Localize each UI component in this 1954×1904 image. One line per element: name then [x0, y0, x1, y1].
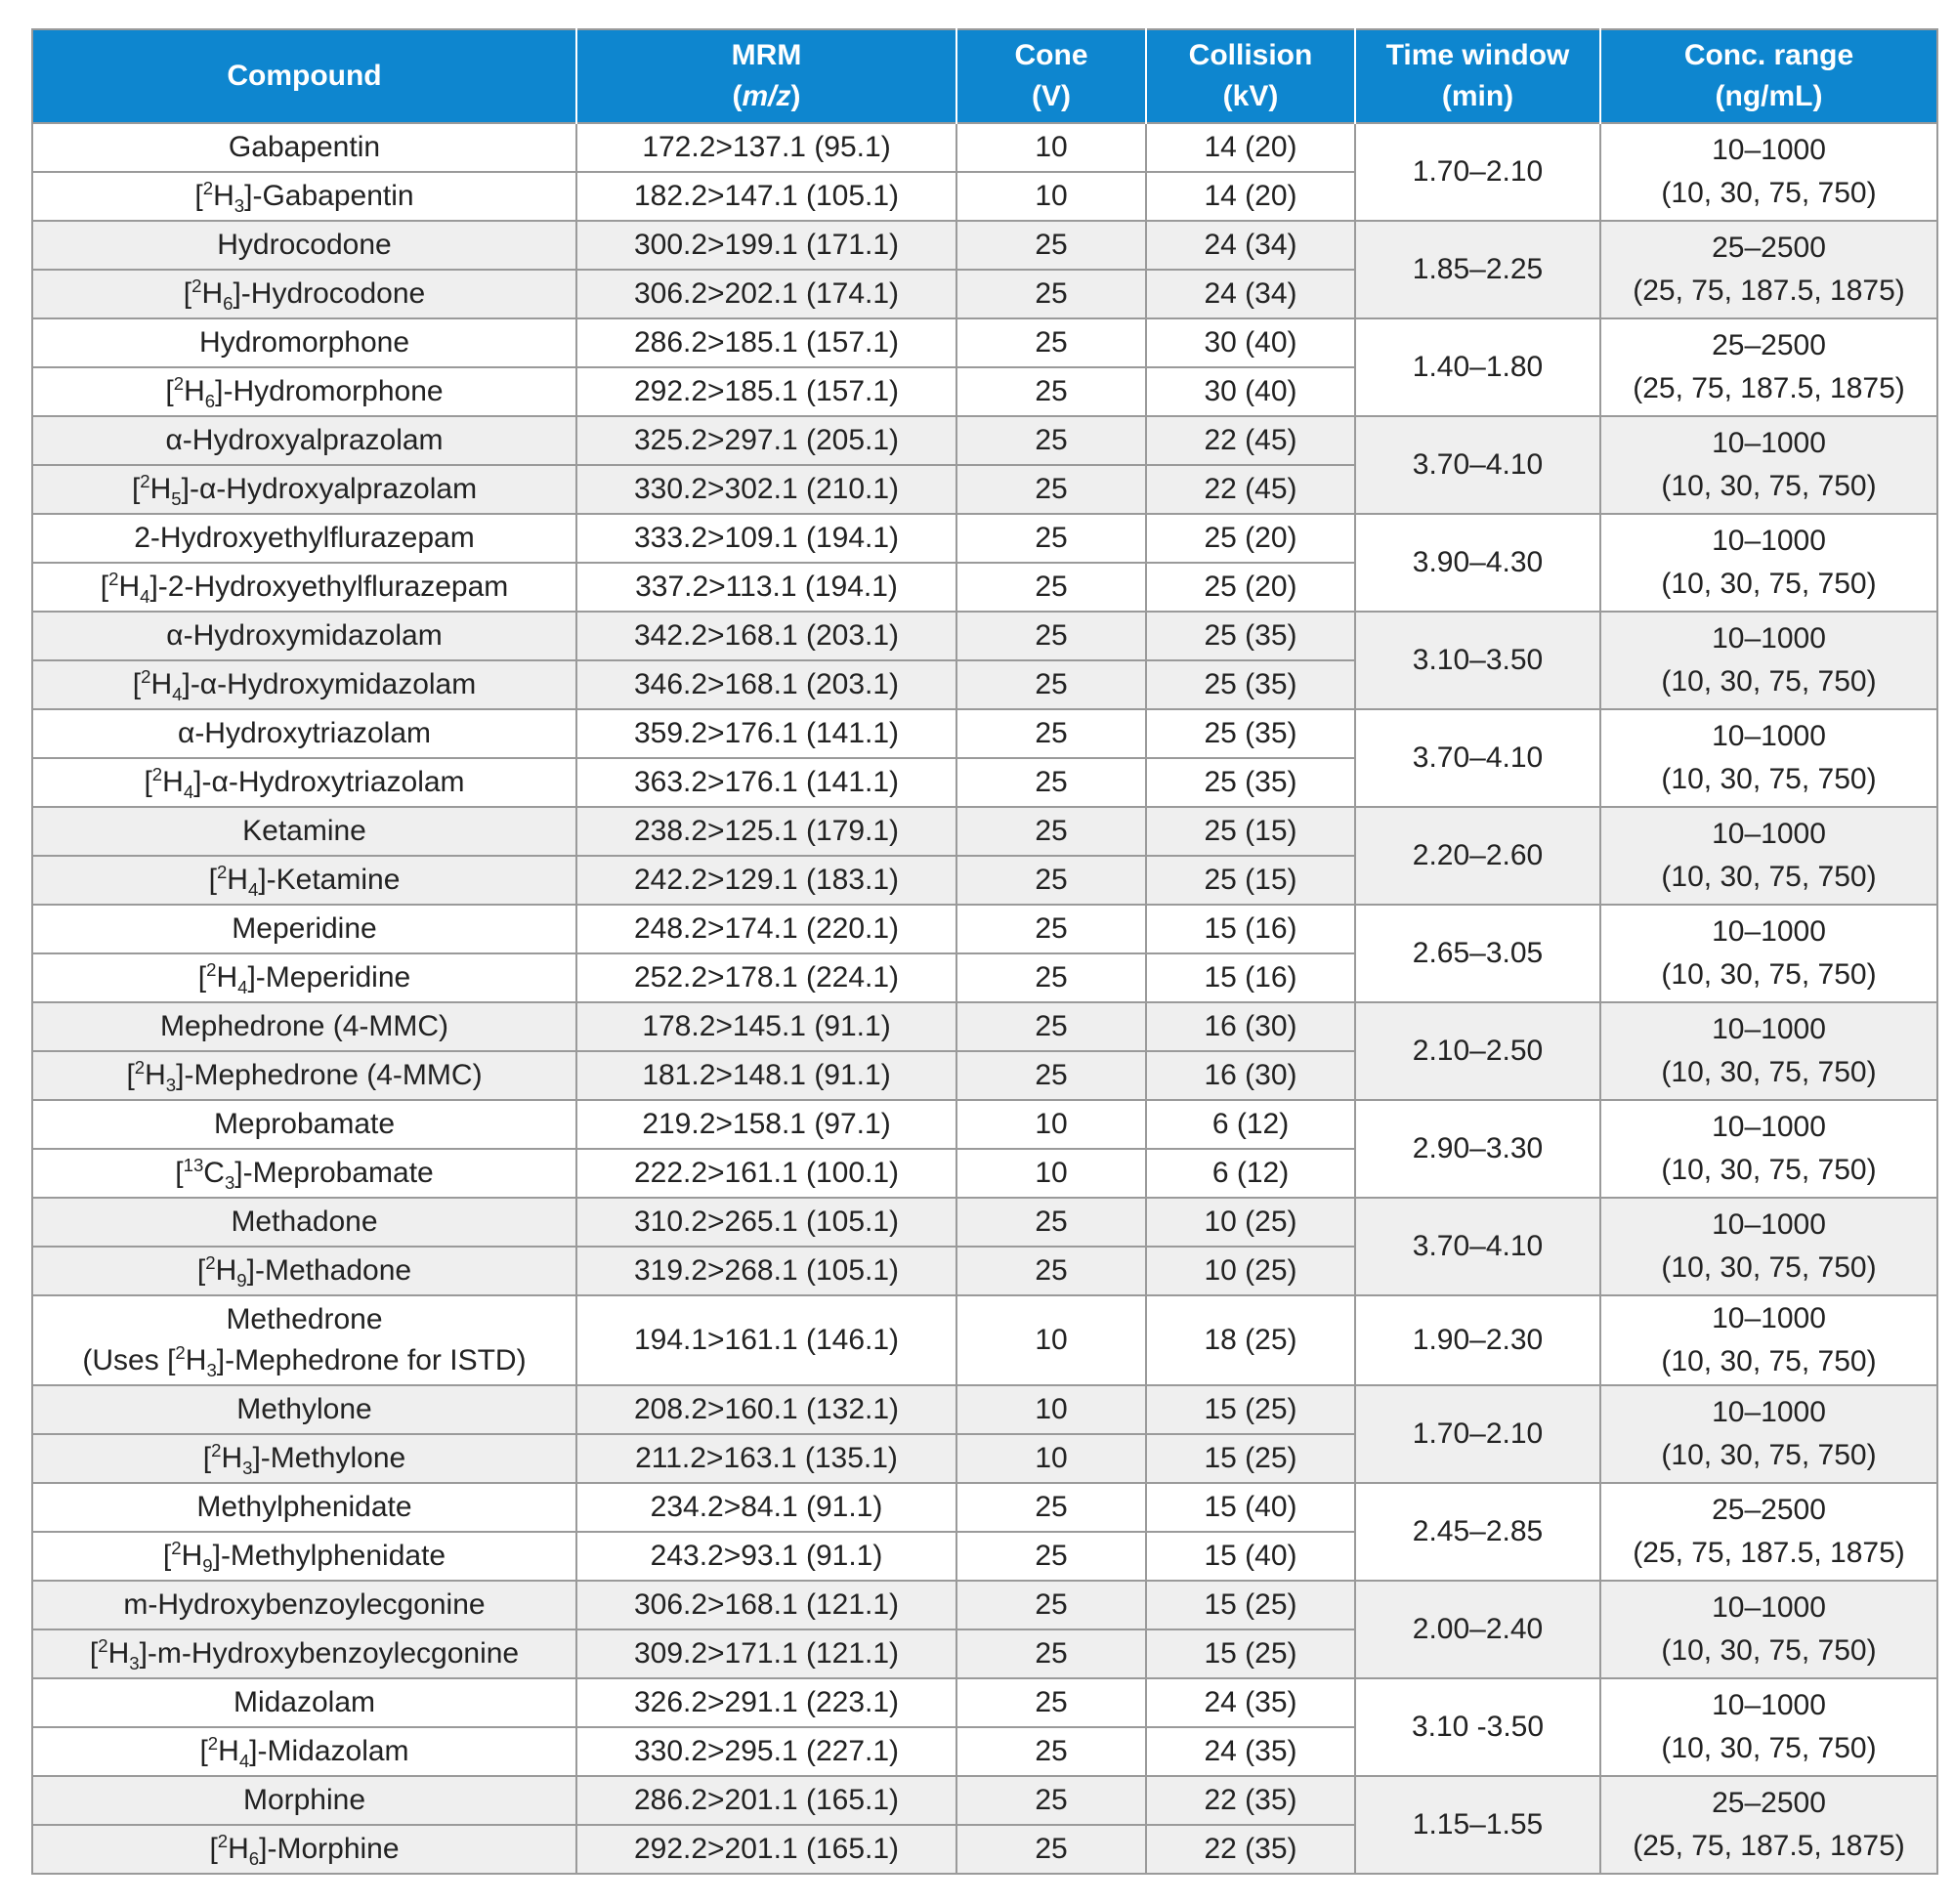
cone-cell: 25 — [956, 660, 1146, 709]
cone-cell: 10 — [956, 1295, 1146, 1385]
cone-cell: 25 — [956, 1825, 1146, 1874]
compound-cell: Hydrocodone — [32, 221, 576, 270]
cone-cell: 25 — [956, 856, 1146, 905]
compound-cell: $[^2H_4]-\alpha$-Hydroxymidazolam — [32, 660, 576, 709]
conc-range-cell — [1600, 1581, 1937, 1678]
mrm-cell: 319.2>268.1 (105.1) — [576, 1247, 956, 1295]
collision-cell: 16 (30) — [1146, 1002, 1355, 1051]
collision-cell: 10 (25) — [1146, 1247, 1355, 1295]
header-time-window: Time window (min) — [1355, 29, 1600, 123]
mrm-cell: 172.2>137.1 (95.1) — [576, 123, 956, 172]
conc-calibrators: (10, 30, 75, 750) — [1661, 861, 1877, 893]
compound-cell: Mephedrone (4-MMC) — [32, 1002, 576, 1051]
mrm-cell: 346.2>168.1 (203.1) — [576, 660, 956, 709]
header-collision: Collision (kV) — [1146, 29, 1355, 123]
compound-cell: $[^2H_4]$-Ketamine — [32, 856, 576, 905]
compound-cell: α-Hydroxymidazolam — [32, 612, 576, 660]
table-row — [32, 123, 1937, 172]
cone-cell: 25 — [956, 1247, 1146, 1295]
header-compound: Compound — [32, 29, 576, 123]
cone-cell: 25 — [956, 905, 1146, 953]
mrm-cell: 242.2>129.1 (183.1) — [576, 856, 956, 905]
mrm-cell: 211.2>163.1 (135.1) — [576, 1434, 956, 1483]
time-window-cell: 3.90–4.30 — [1355, 514, 1600, 612]
cone-cell: 25 — [956, 1532, 1146, 1581]
cone-cell: 25 — [956, 1776, 1146, 1825]
mrm-cell: 219.2>158.1 (97.1) — [576, 1100, 956, 1149]
compound-cell: Methedrone (Uses $[^2H_3]$-Mephedrone for ISTD) — [32, 1295, 576, 1385]
compound-cell: Midazolam — [32, 1678, 576, 1727]
conc-calibrators: (10, 30, 75, 750) — [1661, 1439, 1877, 1471]
compound-cell: $[^2H_4]-\alpha$-Hydroxytriazolam — [32, 758, 576, 807]
compound-cell: Methadone — [32, 1198, 576, 1247]
conc-range-value: 10–1000 — [1712, 915, 1826, 948]
collision-cell: 24 (35) — [1146, 1727, 1355, 1776]
conc-calibrators: (25, 75, 187.5, 1875) — [1633, 372, 1905, 404]
conc-range-value: 25–2500 — [1712, 1787, 1826, 1819]
collision-cell: 15 (40) — [1146, 1483, 1355, 1532]
collision-cell: 30 (40) — [1146, 318, 1355, 367]
time-window-cell: 3.70–4.10 — [1355, 416, 1600, 514]
table-row — [32, 1678, 1937, 1727]
cone-cell: 25 — [956, 465, 1146, 514]
cone-cell: 25 — [956, 1678, 1146, 1727]
table-row — [32, 514, 1937, 563]
compound-cell: $[^2H_6]$-Morphine — [32, 1825, 576, 1874]
mrm-cell: 306.2>202.1 (174.1) — [576, 270, 956, 318]
compound-cell: $[^2H_3]-m$-Hydroxybenzoylecgonine — [32, 1629, 576, 1678]
compound-cell: $[^2H_4]$-Midazolam — [32, 1727, 576, 1776]
conc-range-value: 25–2500 — [1712, 232, 1826, 264]
cone-cell: 25 — [956, 1198, 1146, 1247]
mrm-cell: 330.2>302.1 (210.1) — [576, 465, 956, 514]
cone-cell: 25 — [956, 612, 1146, 660]
compound-cell: $[^2H_3]$-Methylone — [32, 1434, 576, 1483]
collision-cell: 15 (25) — [1146, 1434, 1355, 1483]
time-window-cell: 2.90–3.30 — [1355, 1100, 1600, 1198]
conc-range-value: 10–1000 — [1712, 720, 1826, 752]
conc-range-cell — [1600, 123, 1937, 221]
cone-cell: 25 — [956, 1483, 1146, 1532]
table-row — [32, 807, 1937, 856]
compound-cell: m-Hydroxybenzoylecgonine — [32, 1581, 576, 1629]
conc-range-cell — [1600, 1776, 1937, 1874]
time-window-cell: 1.40–1.80 — [1355, 318, 1600, 416]
collision-cell: 15 (16) — [1146, 905, 1355, 953]
compound-cell: $[^2H_6]$-Hydrocodone — [32, 270, 576, 318]
collision-cell: 22 (45) — [1146, 465, 1355, 514]
conc-range-value: 10–1000 — [1712, 622, 1826, 655]
time-window-cell: 2.45–2.85 — [1355, 1483, 1600, 1581]
time-window-cell: 1.70–2.10 — [1355, 1385, 1600, 1483]
cone-cell: 25 — [956, 1629, 1146, 1678]
time-window-cell: 3.10–3.50 — [1355, 612, 1600, 709]
cone-cell: 25 — [956, 318, 1146, 367]
collision-cell: 25 (20) — [1146, 514, 1355, 563]
conc-range-cell — [1600, 1385, 1937, 1483]
header-row — [32, 29, 1937, 123]
cone-cell: 10 — [956, 1385, 1146, 1434]
time-window-cell: 2.10–2.50 — [1355, 1002, 1600, 1100]
mrm-cell: 359.2>176.1 (141.1) — [576, 709, 956, 758]
conc-calibrators: (10, 30, 75, 750) — [1661, 958, 1877, 991]
compound-cell: $[^{13}C_3]$-Meprobamate — [32, 1149, 576, 1198]
compound-cell: $[^2H_4]-2$-Hydroxyethylflurazepam — [32, 563, 576, 612]
conc-calibrators: (25, 75, 187.5, 1875) — [1633, 1537, 1905, 1569]
conc-range-value: 10–1000 — [1712, 1111, 1826, 1143]
collision-cell: 14 (20) — [1146, 172, 1355, 221]
mrm-cell: 243.2>93.1 (91.1) — [576, 1532, 956, 1581]
conc-range-cell — [1600, 221, 1937, 318]
conc-calibrators: (10, 30, 75, 750) — [1661, 1251, 1877, 1284]
collision-cell: 24 (34) — [1146, 221, 1355, 270]
mrm-cell: 333.2>109.1 (194.1) — [576, 514, 956, 563]
time-window-cell: 3.70–4.10 — [1355, 1198, 1600, 1295]
header-mrm: MRM (m/z) — [576, 29, 956, 123]
mrm-cell: 310.2>265.1 (105.1) — [576, 1198, 956, 1247]
conc-calibrators: (10, 30, 75, 750) — [1661, 1634, 1877, 1667]
cone-cell: 10 — [956, 1434, 1146, 1483]
table-row — [32, 221, 1937, 270]
compound-cell: Morphine — [32, 1776, 576, 1825]
compound-cell: α-Hydroxyalprazolam — [32, 416, 576, 465]
cone-cell: 10 — [956, 1149, 1146, 1198]
compound-note: (Uses $[^2H_3]$-Mephedrone for ISTD) — [82, 1342, 527, 1380]
table-row — [32, 416, 1937, 465]
collision-cell: 6 (12) — [1146, 1100, 1355, 1149]
collision-cell: 24 (35) — [1146, 1678, 1355, 1727]
conc-calibrators: (10, 30, 75, 750) — [1661, 1056, 1877, 1088]
mrm-cell: 337.2>113.1 (194.1) — [576, 563, 956, 612]
time-window-cell: 3.10 -3.50 — [1355, 1678, 1600, 1776]
conc-range-cell — [1600, 1002, 1937, 1100]
compound-cell: α-Hydroxytriazolam — [32, 709, 576, 758]
cone-cell: 25 — [956, 221, 1146, 270]
cone-cell: 25 — [956, 563, 1146, 612]
collision-cell: 15 (25) — [1146, 1629, 1355, 1678]
mrm-cell: 178.2>145.1 (91.1) — [576, 1002, 956, 1051]
mrm-cell: 325.2>297.1 (205.1) — [576, 416, 956, 465]
conc-range-value: 25–2500 — [1712, 329, 1826, 361]
conc-range-cell — [1600, 416, 1937, 514]
conc-calibrators: (10, 30, 75, 750) — [1661, 763, 1877, 795]
compound-cell: Hydromorphone — [32, 318, 576, 367]
collision-cell: 25 (20) — [1146, 563, 1355, 612]
compound-cell: $[^2H_9]$-Methadone — [32, 1247, 576, 1295]
conc-range-value: 10–1000 — [1712, 818, 1826, 850]
mrm-cell: 238.2>125.1 (179.1) — [576, 807, 956, 856]
cone-cell: 25 — [956, 1581, 1146, 1629]
time-window-cell: 3.70–4.10 — [1355, 709, 1600, 807]
table-body — [32, 123, 1937, 1874]
collision-cell: 10 (25) — [1146, 1198, 1355, 1247]
conc-range-cell — [1600, 1295, 1937, 1385]
conc-calibrators: (10, 30, 75, 750) — [1661, 177, 1877, 209]
compound-cell: $[^2H_4]$-Meperidine — [32, 953, 576, 1002]
collision-cell: 15 (25) — [1146, 1385, 1355, 1434]
cone-cell: 25 — [956, 709, 1146, 758]
mrm-cell: 182.2>147.1 (105.1) — [576, 172, 956, 221]
conc-range-value: 10–1000 — [1712, 1302, 1826, 1334]
mrm-parameters-table — [31, 28, 1938, 1875]
conc-range-cell — [1600, 318, 1937, 416]
time-window-cell: 2.00–2.40 — [1355, 1581, 1600, 1678]
time-window-cell: 2.20–2.60 — [1355, 807, 1600, 905]
table-row — [32, 1100, 1937, 1149]
mrm-cell: 194.1>161.1 (146.1) — [576, 1295, 956, 1385]
table-row — [32, 1385, 1937, 1434]
mrm-cell: 342.2>168.1 (203.1) — [576, 612, 956, 660]
compound-cell: $[^2H_6]$-Hydromorphone — [32, 367, 576, 416]
mrm-cell: 306.2>168.1 (121.1) — [576, 1581, 956, 1629]
mrm-cell: 181.2>148.1 (91.1) — [576, 1051, 956, 1100]
conc-range-cell — [1600, 905, 1937, 1002]
mrm-cell: 286.2>185.1 (157.1) — [576, 318, 956, 367]
collision-cell: 15 (16) — [1146, 953, 1355, 1002]
conc-calibrators: (10, 30, 75, 750) — [1661, 470, 1877, 502]
table-row — [32, 1581, 1937, 1629]
collision-cell: 25 (35) — [1146, 758, 1355, 807]
conc-range-cell — [1600, 1198, 1937, 1295]
compound-cell: $[^2H_9]$-Methylphenidate — [32, 1532, 576, 1581]
cone-cell: 25 — [956, 758, 1146, 807]
compound-cell: Meprobamate — [32, 1100, 576, 1149]
conc-range-cell — [1600, 514, 1937, 612]
conc-range-cell — [1600, 612, 1937, 709]
mrm-cell: 252.2>178.1 (224.1) — [576, 953, 956, 1002]
conc-calibrators: (10, 30, 75, 750) — [1661, 1154, 1877, 1186]
cone-cell: 10 — [956, 1100, 1146, 1149]
time-window-cell: 1.85–2.25 — [1355, 221, 1600, 318]
conc-range-value: 10–1000 — [1712, 1208, 1826, 1241]
mrm-cell: 309.2>171.1 (121.1) — [576, 1629, 956, 1678]
mrm-cell: 326.2>291.1 (223.1) — [576, 1678, 956, 1727]
header-cone: Cone (V) — [956, 29, 1146, 123]
cone-cell: 10 — [956, 172, 1146, 221]
cone-cell: 25 — [956, 1002, 1146, 1051]
mrm-cell: 208.2>160.1 (132.1) — [576, 1385, 956, 1434]
collision-cell: 25 (35) — [1146, 612, 1355, 660]
cone-cell: 25 — [956, 1051, 1146, 1100]
conc-range-cell — [1600, 1483, 1937, 1581]
collision-cell: 22 (35) — [1146, 1825, 1355, 1874]
collision-cell: 25 (35) — [1146, 709, 1355, 758]
table-row — [32, 1483, 1937, 1532]
collision-cell: 6 (12) — [1146, 1149, 1355, 1198]
compound-cell: Gabapentin — [32, 123, 576, 172]
table-header — [32, 29, 1937, 123]
cone-cell: 10 — [956, 123, 1146, 172]
conc-calibrators: (10, 30, 75, 750) — [1661, 665, 1877, 698]
conc-calibrators: (10, 30, 75, 750) — [1661, 1732, 1877, 1764]
table-row — [32, 1776, 1937, 1825]
cone-cell: 25 — [956, 416, 1146, 465]
conc-range-value: 25–2500 — [1712, 1494, 1826, 1526]
conc-range-value: 10–1000 — [1712, 1396, 1826, 1428]
compound-cell: Methylphenidate — [32, 1483, 576, 1532]
compound-cell: Meperidine — [32, 905, 576, 953]
mrm-cell: 292.2>201.1 (165.1) — [576, 1825, 956, 1874]
conc-calibrators: (25, 75, 187.5, 1875) — [1633, 275, 1905, 307]
mrm-cell: 234.2>84.1 (91.1) — [576, 1483, 956, 1532]
mrm-cell: 330.2>295.1 (227.1) — [576, 1727, 956, 1776]
conc-range-cell — [1600, 1100, 1937, 1198]
compound-cell: $[^2H_3]$-Gabapentin — [32, 172, 576, 221]
cone-cell: 25 — [956, 367, 1146, 416]
cone-cell: 25 — [956, 807, 1146, 856]
time-window-cell: 1.15–1.55 — [1355, 1776, 1600, 1874]
mrm-cell: 300.2>199.1 (171.1) — [576, 221, 956, 270]
conc-range-value: 10–1000 — [1712, 427, 1826, 459]
time-window-cell: 2.65–3.05 — [1355, 905, 1600, 1002]
mrm-cell: 286.2>201.1 (165.1) — [576, 1776, 956, 1825]
table-row — [32, 1198, 1937, 1247]
compound-cell: Methylone — [32, 1385, 576, 1434]
collision-cell: 15 (40) — [1146, 1532, 1355, 1581]
conc-calibrators: (25, 75, 187.5, 1875) — [1633, 1830, 1905, 1862]
table-row — [32, 1002, 1937, 1051]
collision-cell: 30 (40) — [1146, 367, 1355, 416]
conc-range-cell — [1600, 807, 1937, 905]
cone-cell: 25 — [956, 1727, 1146, 1776]
mrm-cell: 248.2>174.1 (220.1) — [576, 905, 956, 953]
table-row — [32, 318, 1937, 367]
collision-cell: 22 (35) — [1146, 1776, 1355, 1825]
cone-cell: 25 — [956, 270, 1146, 318]
cone-cell: 25 — [956, 953, 1146, 1002]
collision-cell: 24 (34) — [1146, 270, 1355, 318]
compound-cell: Ketamine — [32, 807, 576, 856]
conc-range-value: 10–1000 — [1712, 525, 1826, 557]
collision-cell: 22 (45) — [1146, 416, 1355, 465]
cone-cell: 25 — [956, 514, 1146, 563]
compound-cell: 2-Hydroxyethylflurazepam — [32, 514, 576, 563]
conc-calibrators: (10, 30, 75, 750) — [1661, 1345, 1877, 1377]
table-row — [32, 612, 1937, 660]
time-window-cell: 1.90–2.30 — [1355, 1295, 1600, 1385]
conc-range-value: 10–1000 — [1712, 1013, 1826, 1045]
compound-cell: $[^2H_5]-\alpha$-Hydroxyalprazolam — [32, 465, 576, 514]
collision-cell: 16 (30) — [1146, 1051, 1355, 1100]
mrm-cell: 363.2>176.1 (141.1) — [576, 758, 956, 807]
conc-range-cell — [1600, 709, 1937, 807]
conc-calibrators: (10, 30, 75, 750) — [1661, 568, 1877, 600]
collision-cell: 18 (25) — [1146, 1295, 1355, 1385]
conc-range-value: 10–1000 — [1712, 1591, 1826, 1624]
table-row — [32, 905, 1937, 953]
collision-cell: 15 (25) — [1146, 1581, 1355, 1629]
collision-cell: 25 (15) — [1146, 856, 1355, 905]
time-window-cell: 1.70–2.10 — [1355, 123, 1600, 221]
table-row — [32, 1295, 1937, 1385]
mrm-cell: 222.2>161.1 (100.1) — [576, 1149, 956, 1198]
table-row — [32, 709, 1937, 758]
conc-range-value: 10–1000 — [1712, 134, 1826, 166]
conc-range-value: 10–1000 — [1712, 1689, 1826, 1721]
collision-cell: 25 (35) — [1146, 660, 1355, 709]
header-mrm-unit: (m/z) — [732, 80, 801, 112]
mrm-cell: 292.2>185.1 (157.1) — [576, 367, 956, 416]
conc-range-cell — [1600, 1678, 1937, 1776]
collision-cell: 25 (15) — [1146, 807, 1355, 856]
compound-cell: $[^2H_3]$-Mephedrone (4-MMC) — [32, 1051, 576, 1100]
header-conc-range: Conc. range (ng/mL) — [1600, 29, 1937, 123]
collision-cell: 14 (20) — [1146, 123, 1355, 172]
